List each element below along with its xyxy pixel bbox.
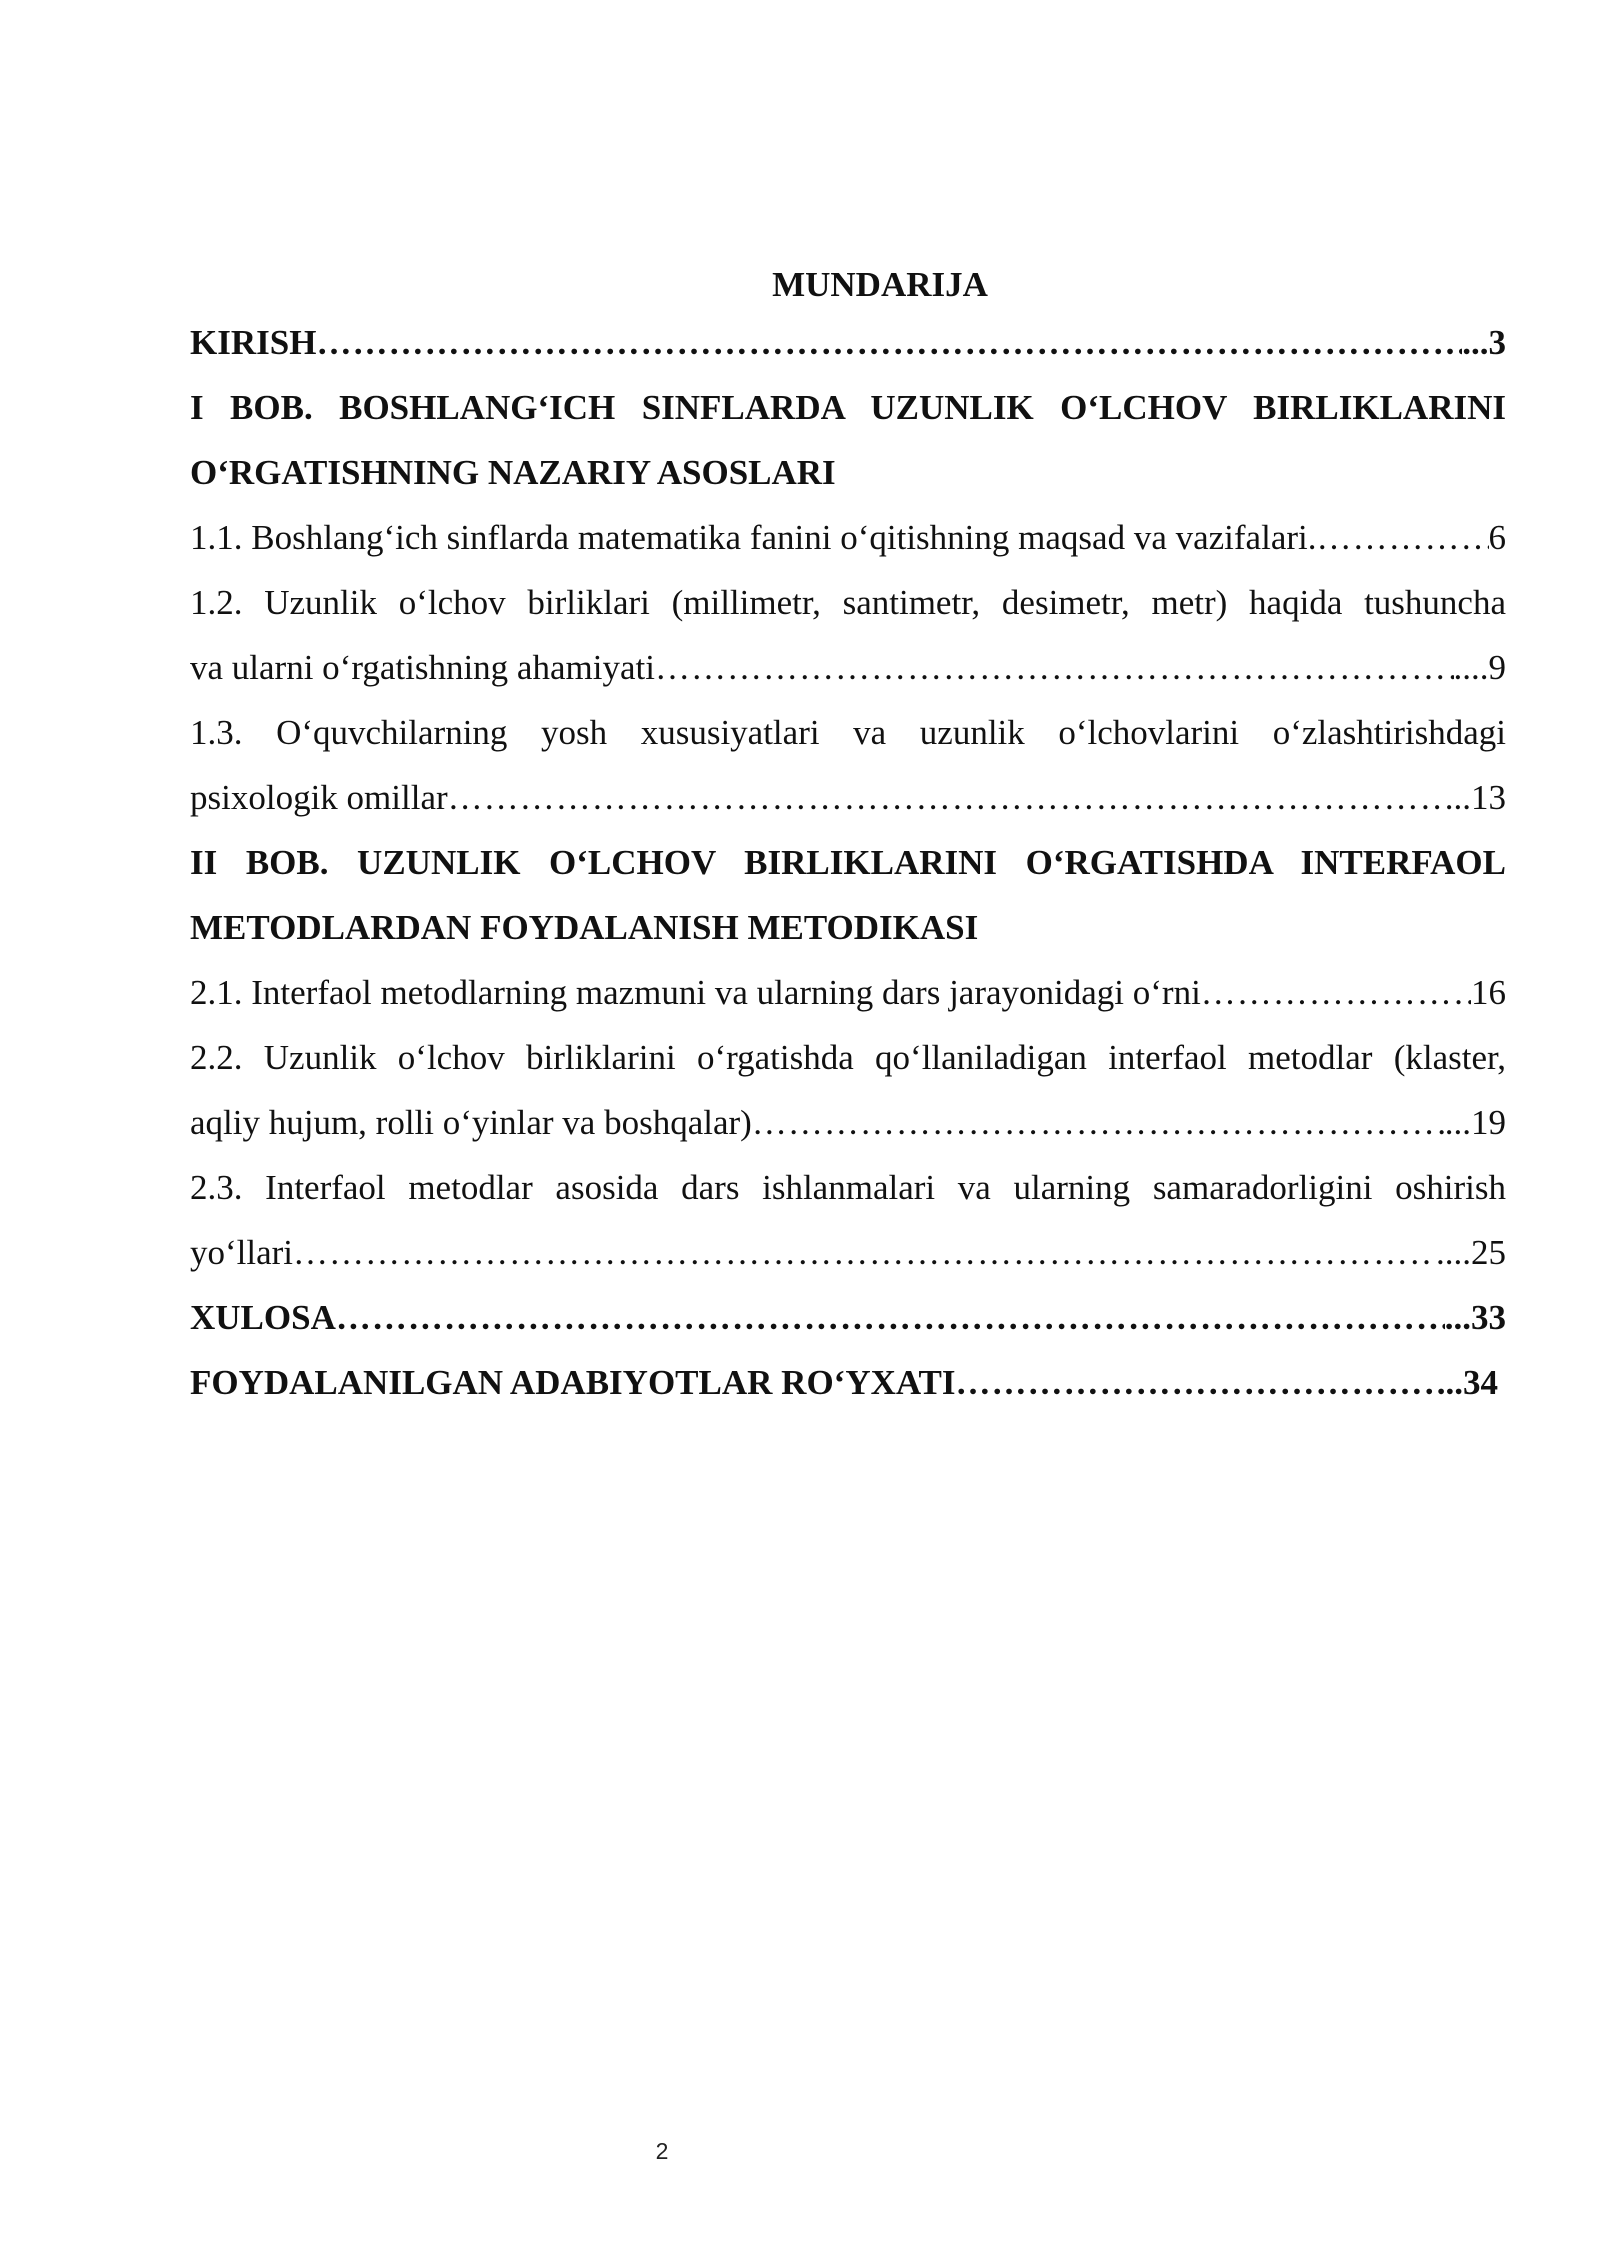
dot-leader xyxy=(655,635,1454,700)
toc-entry-1-3-line-2 xyxy=(190,765,1506,830)
toc-entry-label: XULOSA xyxy=(190,1298,336,1337)
toc-entry-label: 1.1. Boshlang‘ich sinflarda matematika fanini o‘qitishning maqsad va vazifalari. xyxy=(190,518,1317,557)
dot-leader xyxy=(448,765,1445,830)
toc-entry-2-2-line-2 xyxy=(190,1090,1506,1155)
dot-leader xyxy=(1316,505,1488,570)
toc-entry-page: ...33 xyxy=(1444,1298,1506,1337)
toc-entry-2-3-line-1: 2.3. Interfaol metodlar asosida dars ishlanmalari va ularning samaradorligini oshirish xyxy=(190,1168,1506,1207)
toc-entry-1-3-line-1: 1.3. O‘quvchilarning yosh xususiyatlari va uzunlik o‘lchovlarini o‘zlashtirishdagi xyxy=(190,713,1506,752)
toc-entry-label: aqliy hujum, rolli o‘yinlar va boshqalar) xyxy=(190,1103,752,1142)
toc-entry-label: FOYDALANILGAN ADABIYOTLAR RO‘YXATI xyxy=(190,1363,956,1402)
toc-chapter-1-line-2: O‘RGATISHNING NAZARIY ASOSLARI xyxy=(190,453,836,492)
toc-entry-label: yo‘llari xyxy=(190,1233,294,1272)
toc-entry-page: ....9 xyxy=(1453,648,1506,687)
dot-leader xyxy=(293,1220,1436,1285)
dot-leader xyxy=(752,1090,1445,1155)
dot-leader xyxy=(316,310,1462,375)
toc-entry-page: 16 xyxy=(1471,973,1506,1012)
toc-entry-kirish xyxy=(190,310,1506,375)
toc-entry-page: ...3 xyxy=(1462,323,1506,362)
toc-entry-2-1 xyxy=(190,960,1506,1025)
toc-entry-label: KIRISH xyxy=(190,323,317,362)
toc-entry-1-1 xyxy=(190,505,1506,570)
toc-chapter-2-line-2: METODLARDAN FOYDALANISH METODIKASI xyxy=(190,908,979,947)
toc-entry-2-2-line-1: 2.2. Uzunlik o‘lchov birliklarini o‘rgatishda qo‘llaniladigan interfaol metodlar (klaster, xyxy=(190,1038,1506,1077)
toc-entry-page: ...13 xyxy=(1444,778,1506,817)
toc-entry-label: psixologik omillar xyxy=(190,778,448,817)
page-number: 2 xyxy=(655,2138,669,2164)
dot-leader xyxy=(956,1350,1437,1415)
toc-entry-page: ....25 xyxy=(1436,1233,1506,1272)
toc-chapter-1-line-1: I BOB. BOSHLANG‘ICH SINFLARDA UZUNLIK O‘LCHOV BIRLIKLARINI xyxy=(190,388,1506,427)
toc-entry-page: ...19 xyxy=(1444,1103,1506,1142)
toc-entry-label: va ularni o‘rgatishning ahamiyati xyxy=(190,648,655,687)
toc-entry-label: 2.1. Interfaol metodlarning mazmuni va ularning dars jarayonidagi o‘rni xyxy=(190,973,1201,1012)
toc-entry-2-3-line-2 xyxy=(190,1220,1506,1285)
table-of-contents xyxy=(190,265,1506,1415)
toc-entry-1-2-line-1: 1.2. Uzunlik o‘lchov birliklari (millimetr, santimetr, desimetr, metr) haqida tushuncha xyxy=(190,583,1506,622)
toc-chapter-2-line-1: II BOB. UZUNLIK O‘LCHOV BIRLIKLARINI O‘RGATISHDA INTERFAOL xyxy=(190,843,1506,882)
toc-entry-adabiyotlar xyxy=(190,1350,1498,1415)
toc-entry-xulosa xyxy=(190,1285,1506,1350)
toc-entry-page: 6 xyxy=(1488,518,1506,557)
toc-entry-1-2-line-2 xyxy=(190,635,1506,700)
dot-leader xyxy=(1201,960,1471,1025)
toc-title: MUNDARIJA xyxy=(772,265,988,304)
toc-entry-page: ...34 xyxy=(1436,1363,1498,1402)
dot-leader xyxy=(336,1285,1445,1350)
